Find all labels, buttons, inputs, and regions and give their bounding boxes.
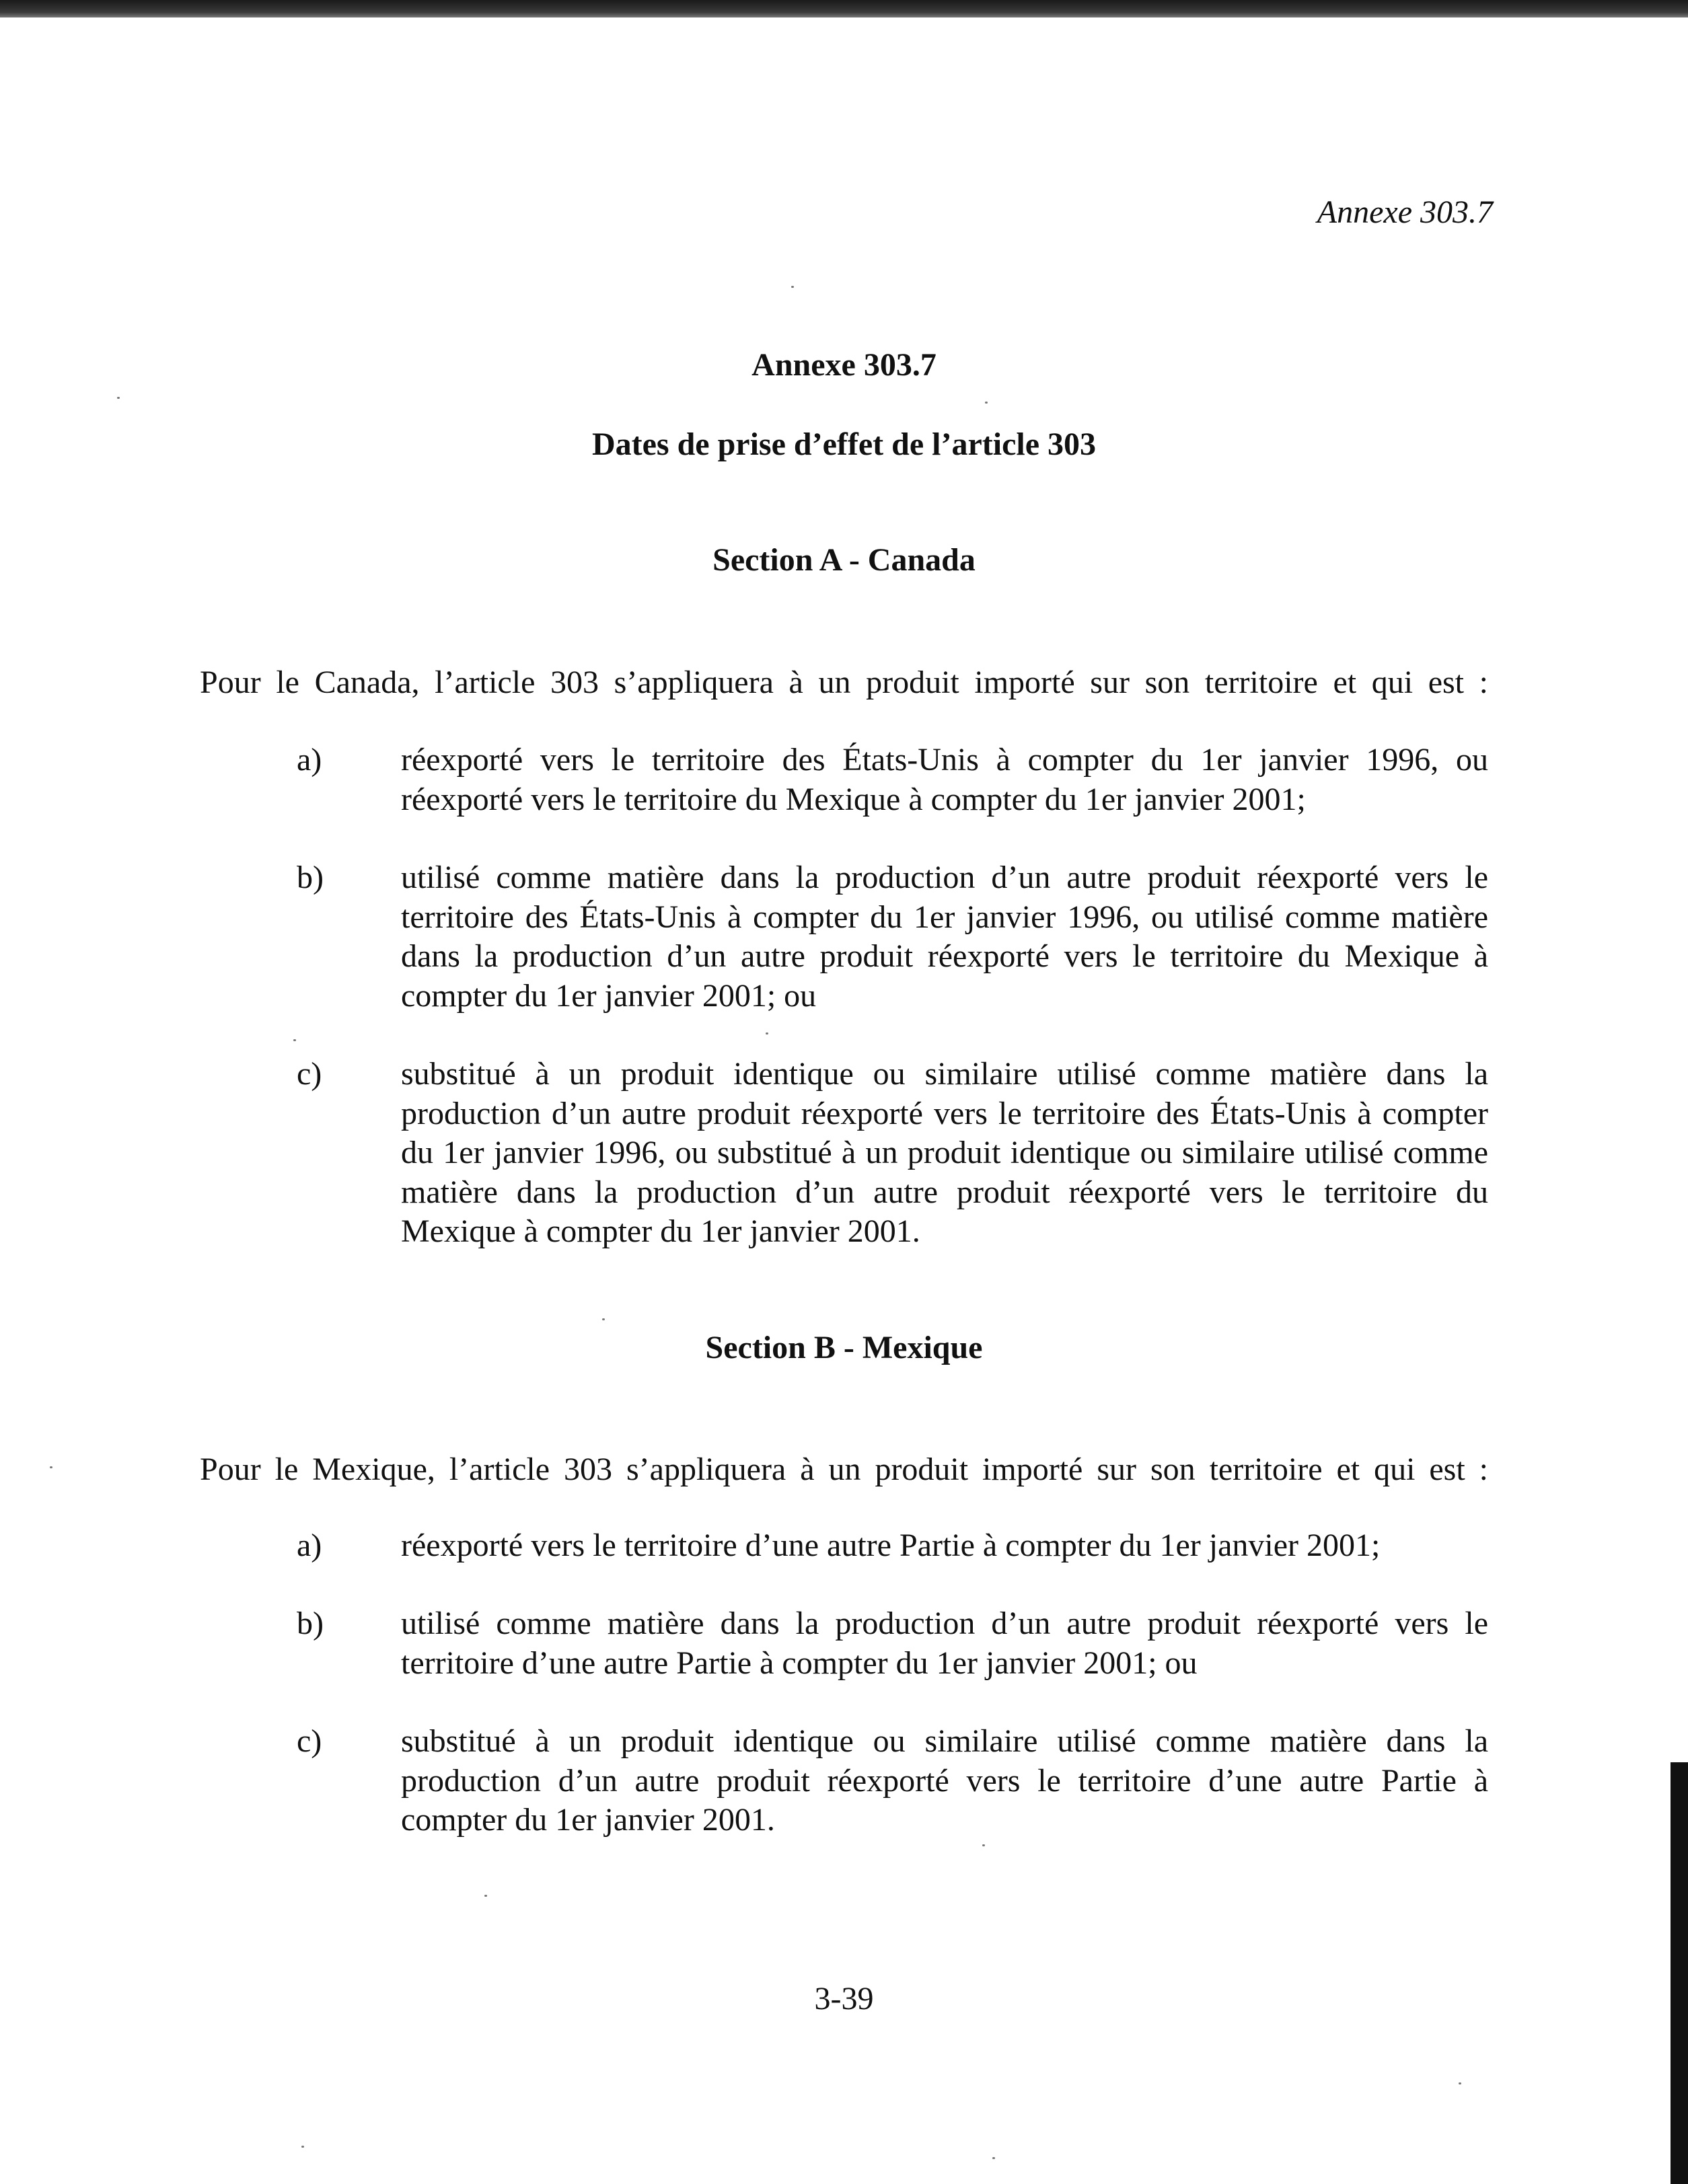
annex-subtitle: Dates de prise d’effet de l’article 303 [591, 426, 1097, 462]
scan-speck [301, 2146, 304, 2148]
item-letter: b) [297, 860, 324, 895]
item-text: réexporté vers le territoire d’une autre Partie à compter du 1er janvier 2001; [401, 1528, 1381, 1563]
running-header: Annexe 303.7 [1317, 194, 1493, 230]
scan-speck [1459, 2082, 1461, 2084]
scan-speck [791, 286, 794, 288]
section-a-heading: Section A - Canada [712, 542, 976, 578]
item-letter: a) [297, 742, 322, 778]
scan-speck [766, 1032, 768, 1034]
item-text: substitué à un produit identique ou similaire utilisé comme matière dans la production d’un autre produit réexporté vers le territoire des États-Unis à compter du 1er janvier 1996, ou substitué à un produit identique ou similaire utilisé comme matière dans la production d’un autre produit réexporté vers le territoire du Mexique à compter du 1er janvier 2001. [401, 1056, 1488, 1249]
section-a-item-c [297, 1055, 1488, 1252]
page-number: 3-39 [814, 1981, 874, 2017]
scan-speck [602, 1318, 605, 1320]
section-b-item-c [297, 1722, 1488, 1840]
scan-speck [992, 2157, 995, 2159]
section-b-heading: Section B - Mexique [705, 1330, 983, 1365]
item-letter: a) [297, 1528, 322, 1563]
scan-speck [50, 1466, 52, 1468]
scan-speck [985, 402, 988, 404]
section-b-item-b [297, 1604, 1488, 1683]
item-text: réexporté vers le territoire des États-Unis à compter du 1er janvier 1996, ou réexporté vers le territoire du Mexique à compter du 1er janvier 2001; [401, 742, 1488, 817]
item-letter: c) [297, 1723, 322, 1759]
item-letter: c) [297, 1056, 322, 1092]
section-b-intro: Pour le Mexique, l’article 303 s’appliquera à un produit importé sur son territoire et qui est : [200, 1452, 1488, 1487]
item-text: substitué à un produit identique ou similaire utilisé comme matière dans la production d’un autre produit réexporté vers le territoire d’une autre Partie à compter du 1er janvier 2001. [401, 1723, 1488, 1838]
section-a-intro: Pour le Canada, l’article 303 s’appliquera à un produit importé sur son territoire et qui est : [200, 665, 1488, 700]
section-a-item-a [297, 741, 1488, 819]
scan-border-top [0, 0, 1688, 17]
annex-title: Annexe 303.7 [751, 347, 937, 383]
item-letter: b) [297, 1606, 324, 1641]
scan-border-right [1671, 1762, 1688, 2184]
section-a-item-b [297, 858, 1488, 1016]
item-text: utilisé comme matière dans la production d’un autre produit réexporté vers le territoire d’une autre Partie à compter du 1er janvier 2001; ou [401, 1606, 1488, 1681]
scan-speck [117, 397, 120, 399]
scan-speck [982, 1844, 985, 1846]
section-b-item-a [297, 1526, 1488, 1566]
item-text: utilisé comme matière dans la production d’un autre produit réexporté vers le territoire des États-Unis à compter du 1er janvier 1996, ou utilisé comme matière dans la production d’un autre produit réexporté vers le territoire du Mexique à compter du 1er janvier 2001; ou [401, 860, 1488, 1014]
scan-speck [484, 1895, 487, 1897]
scan-speck [293, 1039, 296, 1041]
